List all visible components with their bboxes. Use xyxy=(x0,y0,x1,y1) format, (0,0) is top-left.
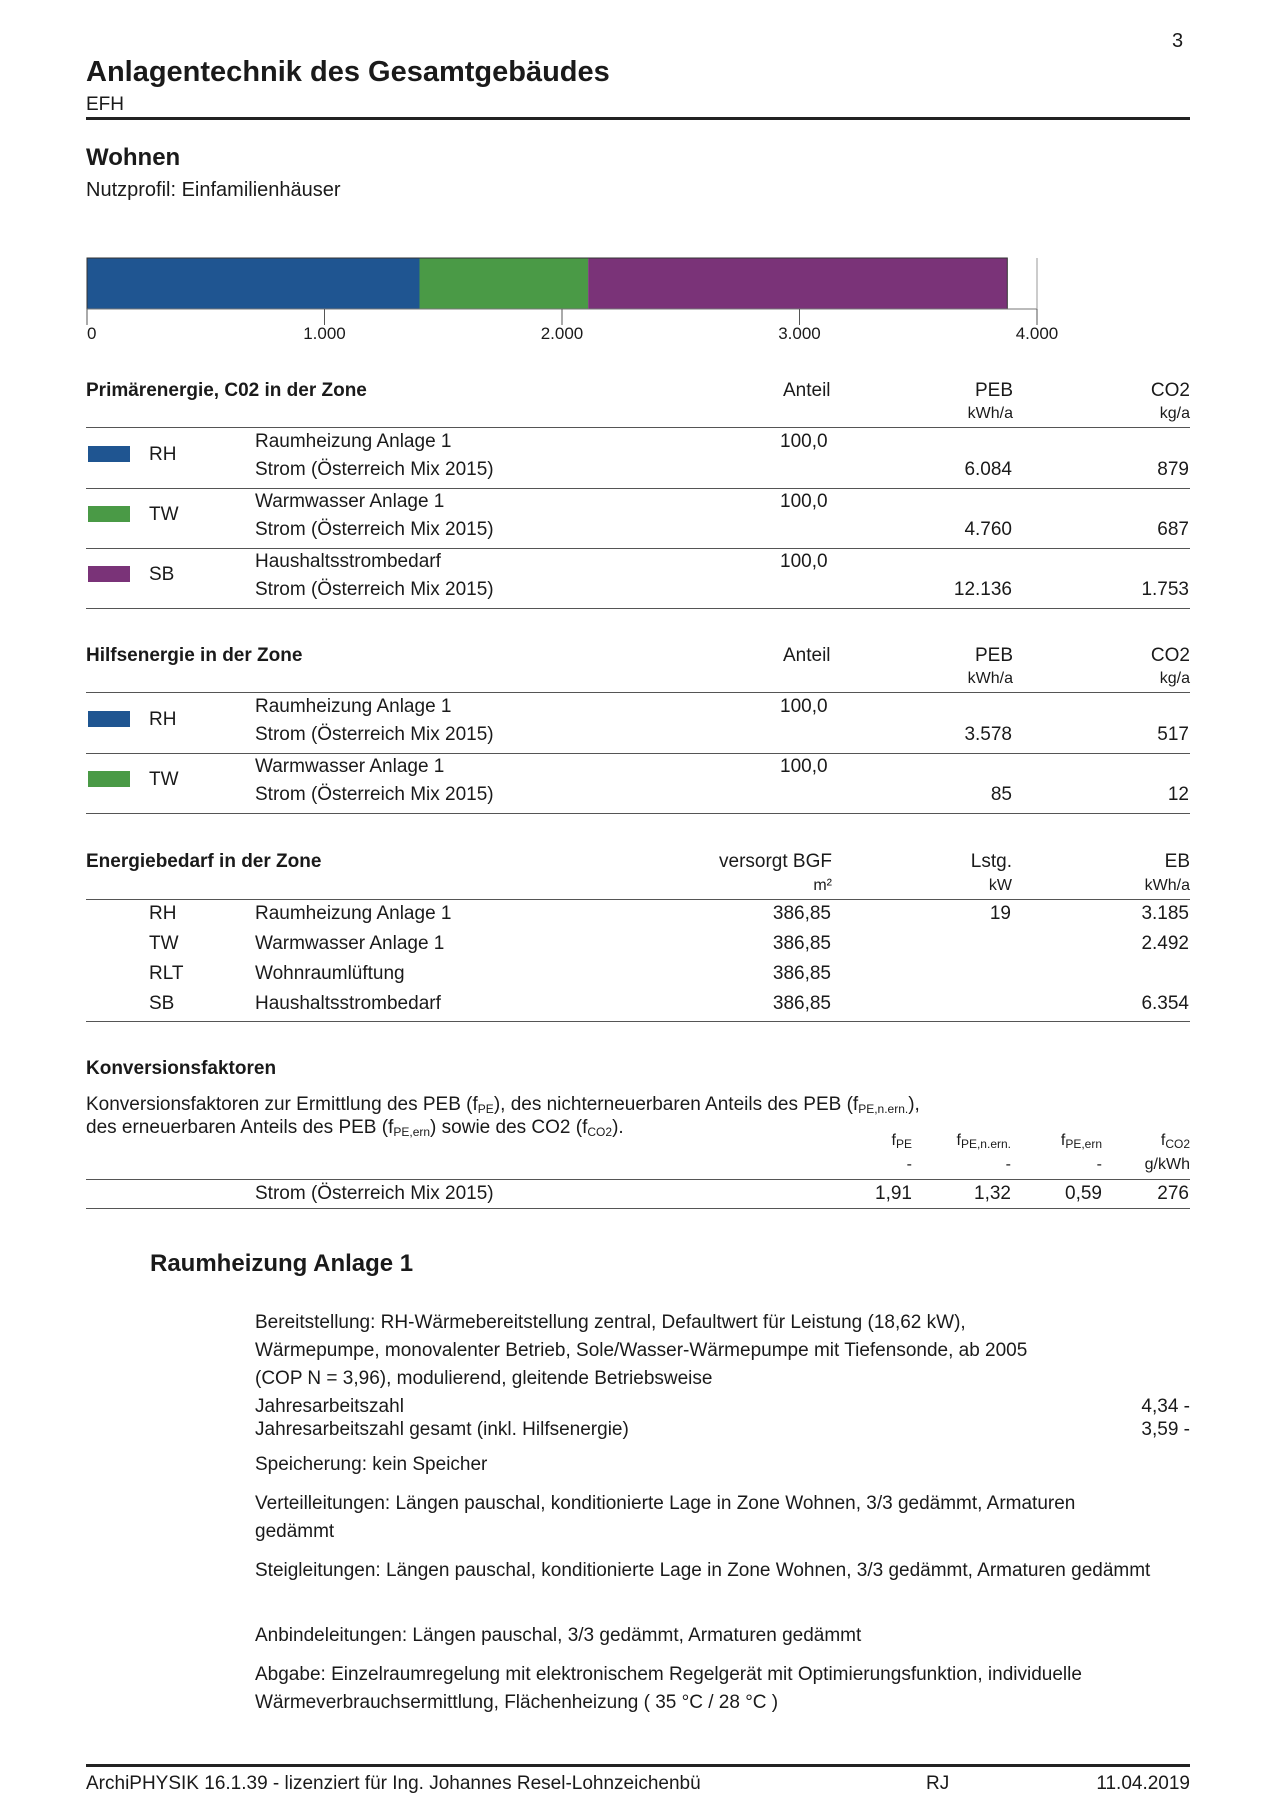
row-system: Warmwasser Anlage 1 xyxy=(255,491,445,512)
primary-col-co2: CO2 xyxy=(1150,380,1190,401)
x-tick-label: 1.000 xyxy=(303,324,346,343)
demand-col-lstg: Lstg. xyxy=(970,851,1012,872)
row-system: Raumheizung Anlage 1 xyxy=(255,431,452,452)
bar-segment-sb xyxy=(588,258,1007,309)
row-code: TW xyxy=(149,504,179,525)
demand-heading: Energiebedarf in der Zone xyxy=(86,851,322,872)
row-carrier: Strom (Österreich Mix 2015) xyxy=(255,519,494,540)
footer-rule xyxy=(86,1764,1190,1767)
demand-unit-lstg: kW xyxy=(988,877,1012,894)
conv-col-fpee: $f_{PE,ern}$ xyxy=(1060,1132,1102,1151)
aux-col-peb: PEB xyxy=(974,645,1013,666)
verteilleitungen: Verteilleitungen: Längen pauschal, konditionierte Lage in Zone Wohnen, 3/3 gedämmt, Armaturen gedämmt xyxy=(255,1493,1076,1542)
speicherung: Speicherung: kein Speicher xyxy=(255,1454,488,1475)
demand-rule-top xyxy=(86,899,1190,900)
conv-rule-top xyxy=(86,1179,1190,1180)
energy-stacked-bar-chart xyxy=(0,0,1280,360)
conv-description-line2: des erneuerbaren Anteils des PEB $(f_{PE,ern})$ sowie des CO2 $(f_{CO2})$. xyxy=(86,1117,624,1139)
row-carrier: Strom (Österreich Mix 2015) xyxy=(255,784,494,805)
row-co2: 517 xyxy=(1157,724,1189,745)
conv-col-fco2: $f_{CO2}$ xyxy=(1160,1132,1190,1151)
row-anteil: 100,0 xyxy=(780,551,828,572)
demand-row-code: SB xyxy=(149,993,175,1014)
conv-row-name: Strom (Österreich Mix 2015) xyxy=(255,1183,494,1204)
zone-profile: Nutzprofil: Einfamilienhäuser xyxy=(86,179,341,201)
demand-unit-bgf: m² xyxy=(813,877,832,894)
conv-row-fpe: 1,91 xyxy=(875,1183,912,1204)
primary-heading: Primärenergie, C02 in der Zone xyxy=(86,380,367,401)
aux-unit-peb: kWh/a xyxy=(967,670,1013,687)
conv-description-line1: Konversionsfaktoren zur Ermittlung des PEB $(f_{PE})$, des nichterneuerbaren Anteils des PEB $(f_{PE,n.ern.})$, xyxy=(86,1094,920,1116)
aux-heading: Hilfsenergie in der Zone xyxy=(86,645,303,666)
demand-col-bgf: versorgt BGF xyxy=(719,851,832,872)
aux-col-co2: CO2 xyxy=(1150,645,1190,666)
demand-row-code: RLT xyxy=(149,963,184,984)
row-divider xyxy=(86,608,1190,609)
conv-unit-fpe: - xyxy=(906,1156,912,1173)
conv-col-fpen: $f_{PE,n.ern.}$ xyxy=(956,1132,1011,1151)
demand-row-code: TW xyxy=(149,933,179,954)
row-code: TW xyxy=(149,769,179,790)
demand-row-name: Warmwasser Anlage 1 xyxy=(255,933,445,954)
conv-rule-bottom xyxy=(86,1208,1190,1209)
row-peb: 4.760 xyxy=(964,519,1012,540)
demand-row-eb: 3.185 xyxy=(1141,903,1189,924)
row-peb: 12.136 xyxy=(953,579,1012,600)
row-peb: 6.084 xyxy=(964,459,1012,480)
aux-rule-top xyxy=(86,692,1190,693)
legend-swatch-sb xyxy=(88,566,130,582)
conv-row-fco2: 276 xyxy=(1157,1183,1189,1204)
row-system: Warmwasser Anlage 1 xyxy=(255,756,445,777)
row-peb: 3.578 xyxy=(964,724,1012,745)
demand-row-eb: 6.354 xyxy=(1141,993,1189,1014)
aux-unit-co2: kg/a xyxy=(1159,670,1190,687)
demand-rule-bottom xyxy=(86,1021,1190,1022)
footer-software: ArchiPHYSIK 16.1.39 - lizenziert für Ing. Johannes Resel-Lohnzeichenbü xyxy=(86,1773,701,1794)
bar-segment-tw xyxy=(420,258,589,309)
row-anteil: 100,0 xyxy=(780,756,828,777)
conv-row-fpen: 1,32 xyxy=(974,1183,1011,1204)
conv-heading: Konversionsfaktoren xyxy=(86,1058,277,1079)
row-anteil: 100,0 xyxy=(780,431,828,452)
row-carrier: Strom (Österreich Mix 2015) xyxy=(255,579,494,600)
row-system: Haushaltsstrombedarf xyxy=(255,551,441,572)
row-divider xyxy=(86,813,1190,814)
row-anteil: 100,0 xyxy=(780,491,828,512)
system-heading: Raumheizung Anlage 1 xyxy=(150,1250,414,1277)
row-code: SB xyxy=(149,564,175,585)
demand-row-name: Wohnraumlüftung xyxy=(255,963,405,984)
demand-row-lstg: 19 xyxy=(989,903,1011,924)
row-divider xyxy=(86,488,1190,489)
page-number: 3 xyxy=(1172,30,1184,52)
demand-row-bgf: 386,85 xyxy=(772,903,831,924)
row-co2: 687 xyxy=(1157,519,1189,540)
abgabe: Abgabe: Einzelraumregelung mit elektronischem Regelgerät mit Optimierungsfunktion, individuelle Wärmeverbrauchsermittlung, Flächenheizung ( 35 °C / 28 °C ) xyxy=(255,1664,1082,1713)
document-subtitle: EFH xyxy=(86,94,124,115)
row-code: RH xyxy=(149,709,177,730)
demand-row-name: Haushaltsstrombedarf xyxy=(255,993,441,1014)
demand-row-bgf: 386,85 xyxy=(772,963,831,984)
steigleitungen: Steigleitungen: Längen pauschal, konditionierte Lage in Zone Wohnen, 3/3 gedämmt, Armaturen gedämmt xyxy=(255,1560,1151,1581)
jaz-total-value: 3,59 - xyxy=(1141,1419,1190,1440)
primary-unit-co2: kg/a xyxy=(1159,405,1190,422)
conv-unit-fpen: - xyxy=(1005,1156,1011,1173)
aux-col-anteil: Anteil xyxy=(783,645,831,666)
demand-row-name: Raumheizung Anlage 1 xyxy=(255,903,452,924)
x-tick-label: 2.000 xyxy=(540,324,584,343)
legend-swatch-tw xyxy=(88,506,130,522)
conv-row-fpee: 0,59 xyxy=(1065,1183,1102,1204)
row-divider xyxy=(86,753,1190,754)
conv-unit-fco2: g/kWh xyxy=(1144,1156,1190,1173)
row-code: RH xyxy=(149,444,177,465)
row-system: Raumheizung Anlage 1 xyxy=(255,696,452,717)
row-carrier: Strom (Österreich Mix 2015) xyxy=(255,459,494,480)
demand-unit-eb: kWh/a xyxy=(1144,877,1190,894)
bereitstellung-line3: (COP N = 3,96), modulierend, gleitende Betriebsweise xyxy=(255,1368,713,1389)
footer-initials: RJ xyxy=(926,1773,950,1794)
anbindeleitungen: Anbindeleitungen: Längen pauschal, 3/3 gedämmt, Armaturen gedämmt xyxy=(255,1625,862,1646)
bar-segment-rh xyxy=(87,258,420,309)
primary-col-anteil: Anteil xyxy=(783,380,831,401)
demand-row-eb: 2.492 xyxy=(1141,933,1189,954)
demand-row-code: RH xyxy=(149,903,177,924)
document-title: Anlagentechnik des Gesamtgebäudes xyxy=(86,56,610,88)
bereitstellung-line1: Bereitstellung: RH-Wärmebereitstellung zentral, Defaultwert für Leistung (18,62 kW), xyxy=(255,1312,966,1333)
primary-unit-peb: kWh/a xyxy=(967,405,1013,422)
primary-col-peb: PEB xyxy=(974,380,1013,401)
demand-col-eb: EB xyxy=(1164,851,1190,872)
row-anteil: 100,0 xyxy=(780,696,828,717)
demand-row-bgf: 386,85 xyxy=(772,933,831,954)
jaz-total-label: Jahresarbeitszahl gesamt (inkl. Hilfsenergie) xyxy=(255,1419,629,1440)
x-tick-label: 0 xyxy=(87,324,97,343)
legend-swatch-rh xyxy=(88,446,130,462)
jaz-value: 4,34 - xyxy=(1141,1396,1190,1417)
row-peb: 85 xyxy=(990,784,1012,805)
demand-row-bgf: 386,85 xyxy=(772,993,831,1014)
conv-unit-fpee: - xyxy=(1096,1156,1102,1173)
footer-date: 11.04.2019 xyxy=(1096,1773,1190,1794)
jaz-label: Jahresarbeitszahl xyxy=(255,1396,404,1417)
zone-title: Wohnen xyxy=(86,144,181,171)
legend-swatch-tw xyxy=(88,771,130,787)
x-tick-label: 3.000 xyxy=(778,324,821,343)
row-co2: 879 xyxy=(1157,459,1189,480)
x-tick-label: 4.000 xyxy=(1015,324,1059,343)
primary-rule-top xyxy=(86,427,1190,428)
legend-swatch-rh xyxy=(88,711,130,727)
row-co2: 1.753 xyxy=(1141,579,1189,600)
row-carrier: Strom (Österreich Mix 2015) xyxy=(255,724,494,745)
conv-col-fpe: $f_{PE}$ xyxy=(891,1132,912,1151)
row-divider xyxy=(86,548,1190,549)
row-co2: 12 xyxy=(1167,784,1189,805)
bereitstellung-line2: Wärmepumpe, monovalenter Betrieb, Sole/Wasser-Wärmepumpe mit Tiefensonde, ab 2005 xyxy=(255,1340,1028,1361)
